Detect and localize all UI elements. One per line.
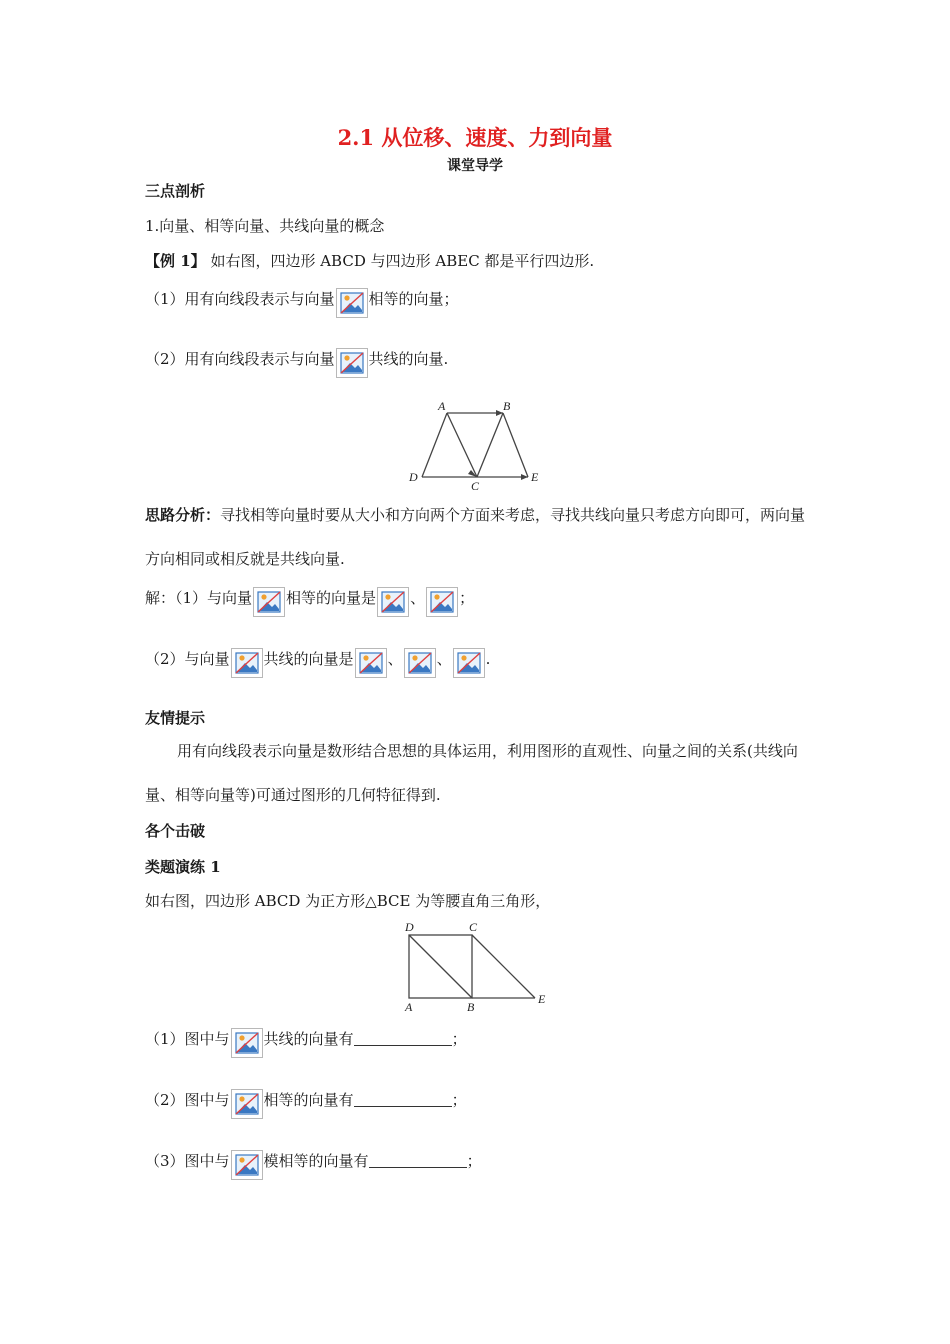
tip-heading: 友情提示 [145, 709, 206, 727]
practice-question-1: （1）图中与 共线的向量有 ； [145, 1028, 467, 1058]
broken-image-icon [453, 648, 485, 678]
fig2-label: D [405, 920, 414, 934]
fig2-label: A [405, 1000, 413, 1014]
broken-image-icon [426, 587, 458, 617]
example-text: 如右图，四边形 ABCD 与四边形 ABEC 都是平行四边形. [205, 252, 595, 270]
example-question-1: （1）用有向线段表示与向量 相等的向量； [145, 288, 459, 318]
broken-image-icon [336, 288, 368, 318]
example-tag: 【例 1】 [145, 252, 206, 270]
solution-line-1: 解：（1）与向量 相等的向量是 、 ； [145, 587, 474, 617]
fig2-label: E [538, 992, 546, 1006]
page-title: 2.1 从位移、速度、力到向量 [337, 125, 613, 150]
square-triangle-figure [395, 915, 555, 1015]
answer-blank[interactable] [354, 1031, 452, 1046]
fig2-label: B [467, 1000, 475, 1014]
broken-image-icon [231, 1028, 263, 1058]
practice-heading: 类题演练 1 [145, 858, 221, 876]
broken-image-icon [355, 648, 387, 678]
practice-intro: 如右图，四边形 ABCD 为正方形△BCE 为等腰直角三角形， [145, 892, 551, 910]
example-line [145, 250, 594, 271]
answer-blank[interactable] [369, 1153, 467, 1168]
broken-image-icon [253, 587, 285, 617]
broken-image-icon [231, 648, 263, 678]
fig1-label: A [438, 399, 446, 413]
solution-line-2: （2）与向量 共线的向量是 、 、 . [145, 648, 490, 678]
fig1-label: B [503, 399, 511, 413]
example-question-2: （2）用有向线段表示与向量 共线的向量. [145, 348, 448, 378]
fig1-label: D [409, 470, 418, 484]
fig1-label: C [471, 479, 480, 493]
practice-question-3: （3）图中与 模相等的向量有 ； [145, 1150, 482, 1180]
broken-image-icon [231, 1089, 263, 1119]
broken-image-icon [231, 1150, 263, 1180]
fig1-label: E [531, 470, 539, 484]
concept-item: 1.向量、相等向量、共线向量的概念 [145, 217, 385, 235]
section-heading: 三点剖析 [145, 182, 206, 200]
parallelogram-figure [400, 395, 550, 495]
fig2-label: C [469, 920, 478, 934]
page-subtitle: 课堂导学 [447, 158, 503, 174]
broken-image-icon [404, 648, 436, 678]
broken-image-icon [377, 587, 409, 617]
broken-image-icon [336, 348, 368, 378]
analysis-paragraph: 思路分析：寻找相等向量时要从大小和方向两个方面来考虑，寻找共线向量只考虑方向即可，两向量方向相同或相反就是共线向量. [145, 506, 806, 568]
tip-paragraph: 用有向线段表示向量是数形结合思想的具体运用，利用图形的直观性、向量之间的关系(共线向量、相等向量等)可通过图形的几何特征得到. [145, 742, 798, 804]
section-heading: 各个击破 [145, 822, 206, 840]
practice-question-2: （2）图中与 相等的向量有 ； [145, 1089, 467, 1119]
answer-blank[interactable] [354, 1092, 452, 1107]
